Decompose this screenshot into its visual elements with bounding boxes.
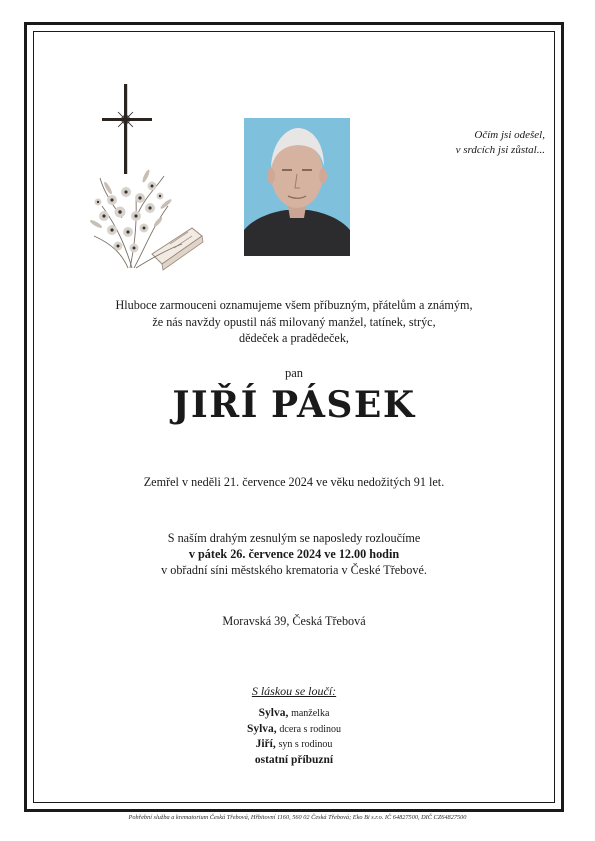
mourners-heading-text: S láskou se loučí:	[251, 684, 337, 698]
quote-line: v srdcích jsi zůstal...	[455, 144, 545, 156]
mourner-item	[40, 737, 548, 753]
mourner-name: Sylva,	[258, 707, 289, 719]
cross-icon	[102, 84, 152, 174]
mourner-item	[40, 722, 548, 738]
mourner-relation: manželka	[291, 708, 330, 719]
funeral-service-footer: Pohřební služba a krematorium Česká Třebová, Hřbitovní 1160, 560 02 Česká Třebová; Eko Bi s.r.o. IČ 64827500, DIČ CZ64827500	[128, 814, 467, 821]
farewell-line: S naším drahým zesnulým se naposledy rozloučíme	[167, 531, 421, 545]
announcement-text	[40, 297, 548, 347]
portrait-photo	[244, 118, 350, 256]
announcement-line: že nás navždy opustil náš milovaný manžel, tatínek, strýc,	[152, 314, 436, 329]
farewell-date-time: v pátek 26. července 2024 ve 12.00 hodin	[188, 547, 400, 561]
memorial-quote	[395, 128, 545, 158]
announcement-line: Hluboce zarmouceni oznamujeme všem příbuzným, přátelům a známým,	[115, 298, 473, 312]
mourner-name: ostatní příbuzní	[254, 753, 334, 766]
death-notice: Zemřel v neděli 21. července 2024 ve věku nedožitých 91 let.	[143, 475, 445, 489]
salutation: pan	[284, 366, 304, 380]
last-name: PÁSEK	[271, 384, 416, 426]
mourner-item	[40, 706, 548, 722]
portrait-image	[244, 118, 350, 256]
quote-line: Očím jsi odešel,	[474, 129, 545, 141]
mourner-relation: dcera s rodinou	[279, 723, 342, 735]
mourners-list	[40, 706, 548, 768]
mourner-relation: syn s rodinou	[278, 739, 333, 750]
mourner-name: Jiří,	[255, 738, 276, 750]
announcement-line: dědeček a pradědeček,	[239, 331, 349, 345]
mourners-heading	[40, 684, 548, 699]
book-icon	[152, 228, 203, 270]
farewell-details	[40, 530, 548, 578]
mourner-name: Sylva,	[246, 722, 277, 735]
first-name: JIŘÍ	[172, 384, 260, 426]
farewell-location: v obřadní síni městského krematoria v České Třebové.	[161, 563, 427, 577]
family-address: Moravská 39, Česká Třebová	[222, 614, 366, 628]
mourner-item	[40, 753, 548, 769]
deceased-name	[40, 384, 548, 426]
cross-bouquet-ornament	[82, 78, 212, 278]
